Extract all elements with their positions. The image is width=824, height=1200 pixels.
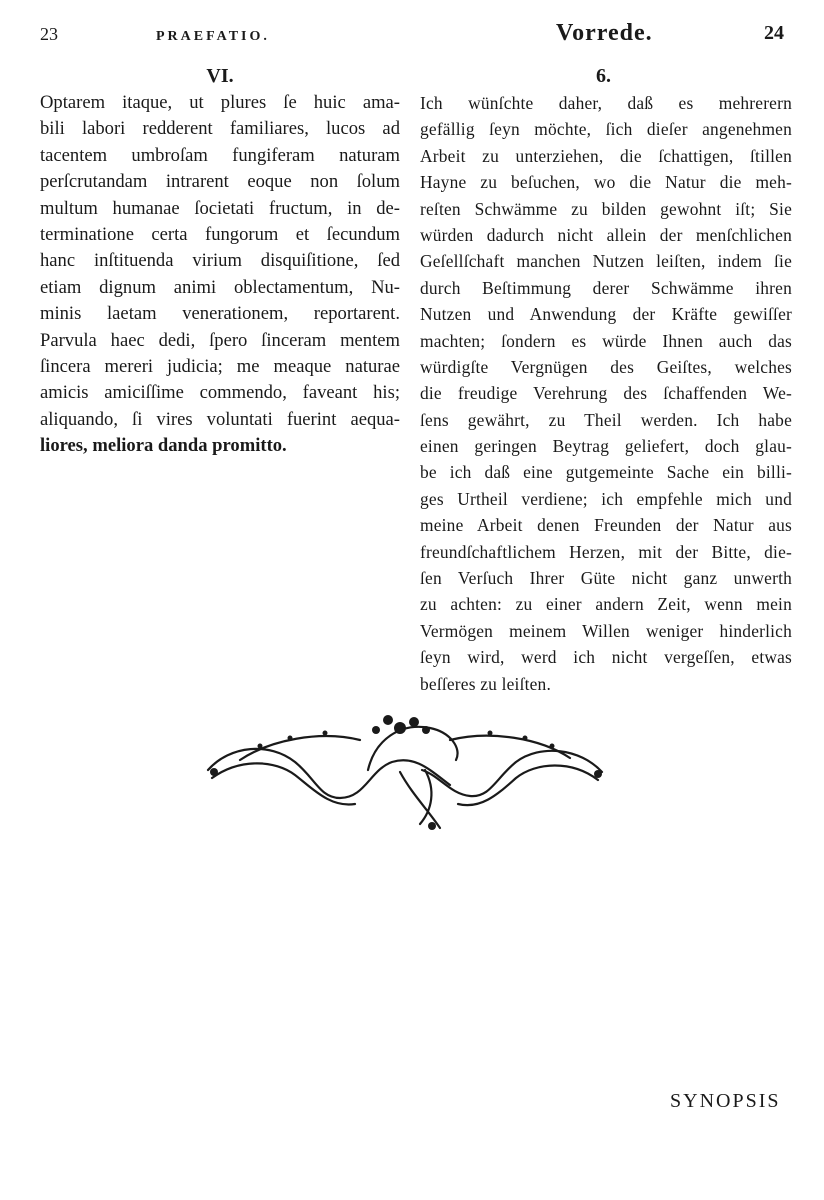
text-line: würden dadurch nicht allein der menſchlichen (420, 224, 792, 245)
text-line: Geſellſchaft manchen Nutzen leiſten, indem ſie (420, 251, 792, 272)
text-line: liores, meliora danda promitto. (40, 435, 287, 457)
text-line: multum humanae ſocietati fructum, in de- (40, 197, 400, 219)
text-line: ſeyn wird, werd ich nicht vergeſſen, etwas (420, 647, 792, 668)
text-line: Ich wünſchte daher, daß es mehrerern (420, 93, 792, 113)
text-line: be ich daß eine gutgemeinte Sache ein billi- (420, 462, 792, 483)
text-line: einen geringen Beytrag geliefert, doch glau- (420, 436, 792, 457)
text-line: ges Urtheil verdiene; ich empfehle mich und (420, 488, 792, 509)
left-running-title: PRAEFATIO. (156, 29, 270, 44)
german-section-number: 6. (596, 65, 611, 87)
rococo-ornament-icon (200, 700, 610, 835)
text-line: amicis amiciſſime commendo, faveant his; (40, 382, 400, 404)
text-line: ſens gewährt, zu Theil werden. Ich habe (420, 409, 792, 430)
text-line: minis laetam venerationem, reportarent. (40, 303, 400, 325)
text-line: beſſeres zu leiſten. (420, 673, 551, 694)
text-line: gefällig ſeyn möchte, ſich dieſer angenehmen (420, 119, 792, 140)
left-page-number: 23 (40, 24, 58, 44)
text-line: hanc inſtituenda virium disquiſitione, ſed (40, 250, 400, 272)
text-line: zu achten: zu einer andern Zeit, wenn mein (420, 594, 792, 615)
text-line: perſcrutandam intrarent eoque non ſolum (40, 171, 400, 193)
text-line: freundſchaftlichem Herzen, mit der Bitte, die- (420, 541, 792, 562)
text-line: Arbeit zu unterziehen, die ſchattigen, ſtillen (420, 145, 792, 166)
text-line: etiam dignum animi oblectamentum, Nu- (40, 276, 400, 298)
text-line: aliquando, ſi vires voluntati fuerint aequa- (40, 408, 400, 430)
text-line: tacentem umbroſam fungiferam naturam (40, 144, 400, 166)
right-running-title: Vorrede. (556, 20, 653, 46)
right-page-number: 24 (764, 22, 784, 44)
text-line: reſten Schwämme zu bilden gewohnt iſt; Sie (420, 198, 792, 219)
german-column (420, 62, 792, 697)
text-line: ſen Verſuch Ihrer Güte nicht ganz unwerth (420, 568, 792, 589)
text-line: bili labori redderent familiares, lucos ad (40, 118, 400, 140)
text-line: Parvula haec dedi, ſpero ſinceram mentem (40, 329, 400, 351)
german-text (420, 90, 792, 697)
latin-section-number: VI. (206, 65, 234, 87)
latin-column (40, 62, 400, 459)
text-line: würdigſte Vergnügen des Geiſtes, welches (420, 356, 792, 377)
catchword: SYNOPSIS (670, 1090, 781, 1112)
text-line: Hayne zu beſuchen, wo die Natur die meh- (420, 172, 792, 193)
text-line: ſincera mereri judicia; me meaque naturae (40, 355, 400, 377)
latin-text (40, 90, 400, 459)
text-line: Optarem itaque, ut plures ſe huic ama- (40, 92, 400, 113)
text-line: meine Arbeit denen Freunden der Natur aus (420, 515, 792, 536)
text-line: machten; ſondern es würde Ihnen auch das (420, 330, 792, 351)
text-line: terminatione certa fungorum et ſecundum (40, 223, 400, 245)
text-line: durch Beſtimmung derer Schwämme ihren (420, 277, 792, 298)
text-line: die freudige Verehrung des ſchaffenden We- (420, 383, 792, 404)
text-line: Nutzen und Anwendung der Kräfte gewiſſer (420, 304, 792, 325)
text-line: Vermögen meinem Willen weniger hinderlich (420, 620, 792, 641)
